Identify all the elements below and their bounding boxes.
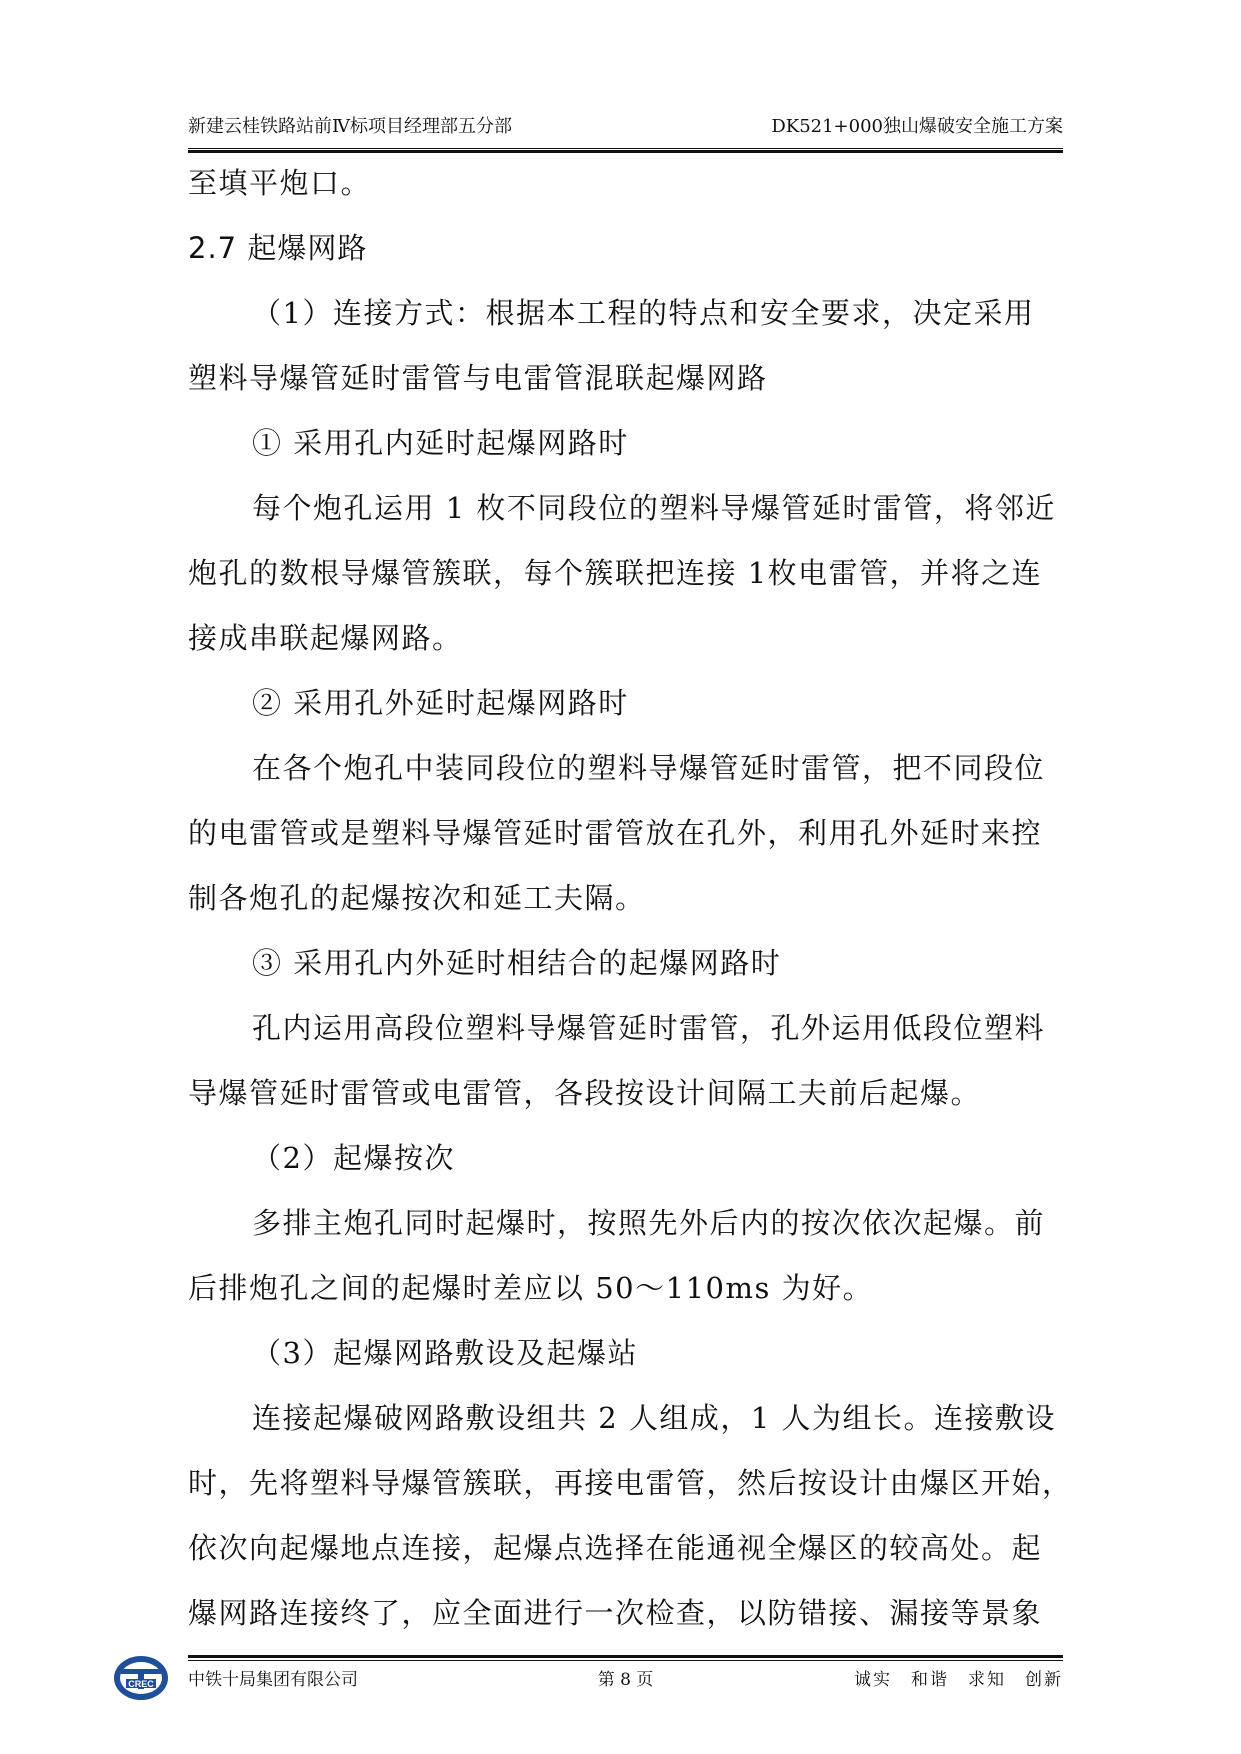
text-line: 爆网路连接终了，应全面进行一次检查，以防错接、漏接等景象 bbox=[188, 1596, 1043, 1630]
text-line: ② 采用孔外延时起爆网路时 bbox=[252, 686, 629, 720]
page-number: 第 8 页 bbox=[597, 1670, 654, 1690]
header-project: 新建云桂铁路站前Ⅳ标项目经理部五分部 bbox=[188, 116, 512, 137]
text-line: ③ 采用孔内外延时相结合的起爆网路时 bbox=[252, 946, 782, 980]
text-line: 后排炮孔之间的起爆时差应以 50～110ms 为好。 bbox=[188, 1271, 874, 1305]
header-doc-title: DK521+000独山爆破安全施工方案 bbox=[771, 116, 1063, 137]
text-line: 制各炮孔的起爆按次和延工夫隔。 bbox=[188, 881, 646, 915]
text-line: 连接起爆破网路敷设组共 2 人组成，1 人为组长。连接敷设 bbox=[252, 1401, 1057, 1435]
text-line: 导爆管延时雷管或电雷管，各段按设计间隔工夫前后起爆。 bbox=[188, 1076, 982, 1110]
text-line: 炮孔的数根导爆管簇联，每个簇联把连接 1枚电雷管，并将之连 bbox=[188, 556, 1043, 590]
text-line: 塑料导爆管延时雷管与电雷管混联起爆网路 bbox=[188, 361, 768, 395]
text-line: 的电雷管或是塑料导爆管延时雷管放在孔外，利用孔外延时来控 bbox=[188, 816, 1043, 850]
text-line: 依次向起爆地点连接，起爆点选择在能通视全爆区的较高处。起 bbox=[188, 1531, 1043, 1565]
text-line: 2.7 起爆网路 bbox=[188, 231, 368, 265]
text-line: ① 采用孔内延时起爆网路时 bbox=[252, 426, 629, 460]
text-line: 在各个炮孔中装同段位的塑料导爆管延时雷管，把不同段位 bbox=[252, 751, 1046, 785]
header-rule bbox=[188, 148, 1063, 149]
text-line: （2）起爆按次 bbox=[252, 1141, 455, 1175]
text-line: 多排主炮孔同时起爆时，按照先外后内的按次依次起爆。前 bbox=[252, 1206, 1046, 1240]
text-line: 每个炮孔运用 1 枚不同段位的塑料导爆管延时雷管，将邻近 bbox=[252, 491, 1056, 525]
text-line: （1）连接方式：根据本工程的特点和安全要求，决定采用 bbox=[252, 296, 1035, 330]
footer-company: 中铁十局集团有限公司 bbox=[188, 1670, 358, 1690]
page-header bbox=[188, 106, 1063, 148]
page-footer bbox=[188, 1660, 1063, 1700]
header-rule-thick bbox=[188, 150, 1063, 153]
text-line: 接成串联起爆网路。 bbox=[188, 621, 463, 655]
body-text bbox=[188, 160, 1073, 1655]
text-line: 孔内运用高段位塑料导爆管延时雷管，孔外运用低段位塑料 bbox=[252, 1011, 1046, 1045]
text-line: 至填平炮口。 bbox=[188, 166, 372, 200]
creg-logo-icon bbox=[112, 1653, 170, 1703]
text-line: （3）起爆网路敷设及起爆站 bbox=[252, 1336, 638, 1370]
svg-text:CREC: CREC bbox=[128, 1679, 154, 1689]
footer-motto: 诚实 和谐 求知 创新 bbox=[854, 1670, 1063, 1690]
footer-rule-thick bbox=[188, 1655, 1063, 1658]
text-line: 时，先将塑料导爆管簇联，再接电雷管，然后按设计由爆区开始， bbox=[188, 1466, 1073, 1500]
